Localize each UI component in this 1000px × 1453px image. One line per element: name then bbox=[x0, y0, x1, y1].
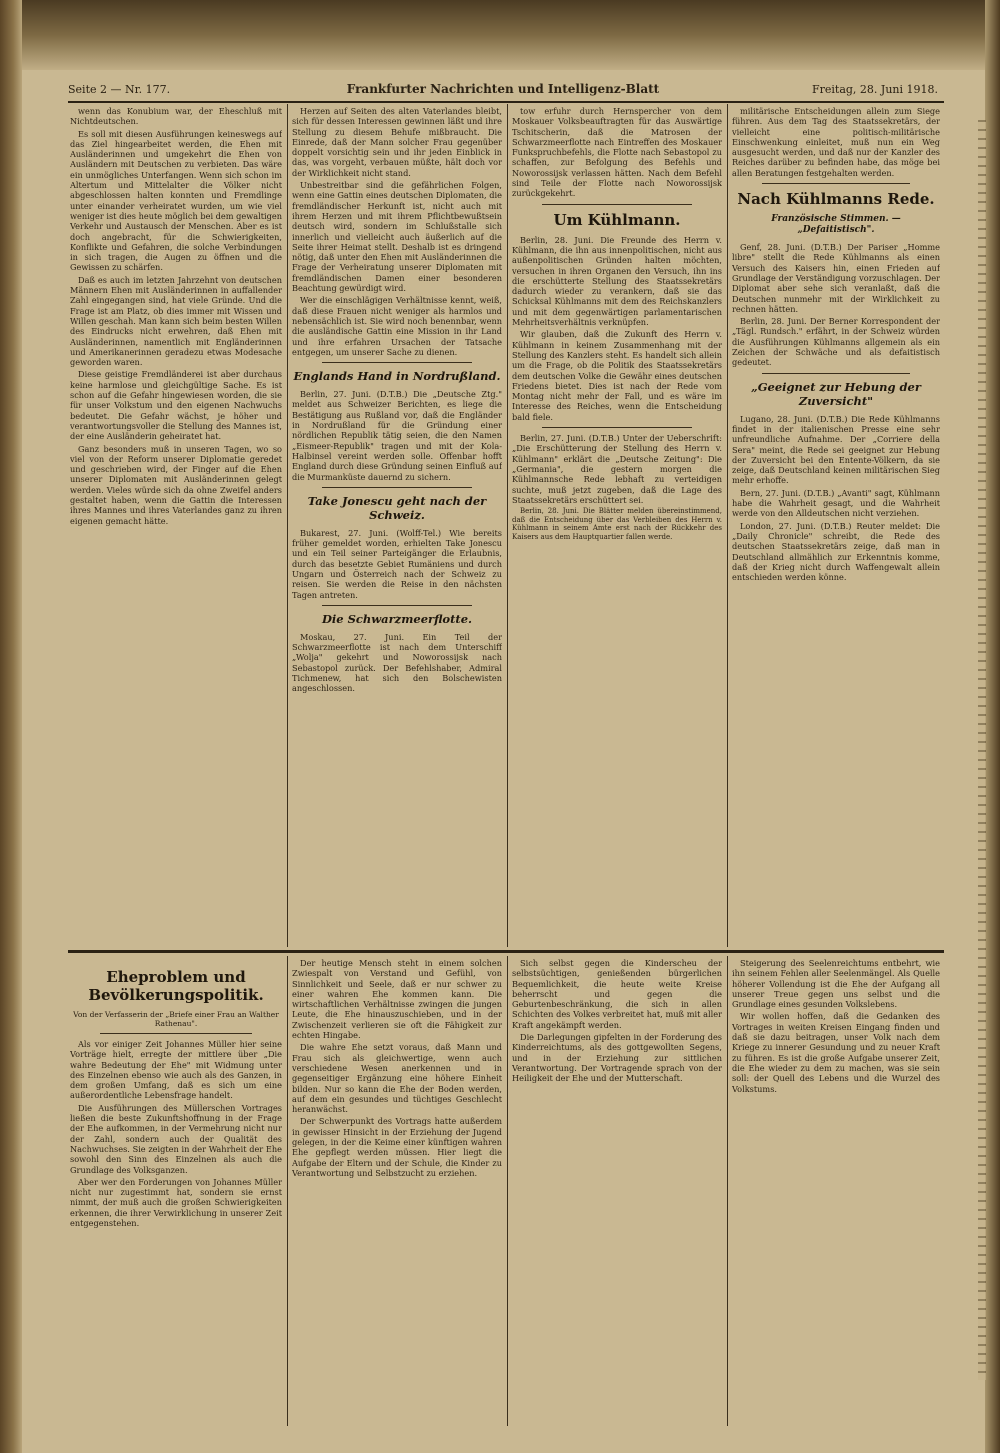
paragraph: Bern, 27. Juni. (D.T.B.) „Avanti" sagt, Kühlmann habe die Wahrheit gesagt, und die Wahrheit werde von den Alldeutschen nicht verziehen. bbox=[732, 487, 940, 519]
paragraph: Bukarest, 27. Juni. (Wolff-Tel.) Wie bereits früher gemeldet worden, erhielten Take Jonescu und ein Teil seiner Parteigänger die Erlaubnis, durch das besetzte Gebiet Rumäniens und durch Ungarn und Österreich nach der Schweiz zu reisen. Sie werden die Reise in den nächsten Tagen antreten. bbox=[292, 527, 502, 600]
book-spine bbox=[0, 0, 22, 1453]
scan-shadow bbox=[22, 0, 985, 70]
column-rule bbox=[727, 104, 728, 947]
paragraph: wenn das Konubium war, der Eheschluß mit Nichtdeutschen. bbox=[70, 106, 282, 127]
essay-column-2 bbox=[292, 958, 502, 1424]
page-number: Seite 2 — Nr. 177. bbox=[68, 82, 171, 96]
section-rule bbox=[68, 950, 944, 953]
paragraph: Der heutige Mensch steht in einem solchen Zwiespalt von Verstand und Gefühl, von Sinnlichkeit und Seele, daß er nur schwer zu einer wahren Ehe kommen kann. Die wirtschaftlichen Verhältnisse zwingen die jungen Leute, die Ehe hinauszuschieben, und in der Zwischenzeit verlieren sie oft die Fähigkeit zur echten Hingabe. bbox=[292, 958, 502, 1041]
column-rule bbox=[287, 104, 288, 947]
paragraph: Diese geistige Fremdländerei ist aber durchaus keine harmlose und gleichgültige Sache. Es ist schon auf die Gefahr hingewiesen worden, die sie für unser Volkstum und den eigenen Nachwuchs bedeutet. Die Gefahr wächst, je höher und verantwortungsvoller die Stellung des Mannes ist, der eine Ausländerin geheiratet hat. bbox=[70, 369, 282, 442]
article-headline: Englands Hand in Nordrußland. bbox=[293, 369, 501, 384]
essay-byline: Von der Verfasserin der „Briefe einer Frau an Walther Rathenau". bbox=[73, 1010, 279, 1028]
header-rule bbox=[68, 101, 944, 103]
divider bbox=[322, 487, 472, 488]
divider bbox=[322, 605, 472, 606]
paragraph: Berlin, 28. Juni. Der Berner Korrespondent der „Tägl. Rundsch." erfährt, in der Schweiz würden die Ausführungen Kühlmanns allgemein als ein Zeichen der Schwäche und als defaitistisch gedeutet. bbox=[732, 316, 940, 368]
paragraph: tow erfuhr durch Hernspercher von dem Moskauer Volksbeauftragten für das Auswärtige Tschitscherin, daß die Matrosen der Schwarzmeerflotte nach Eintreffen des Moskauer Funkspruchbefehls, die Flotte nach Sebastopol zu schaffen, zur Befolgung des Befehls und Noworossijsk verlassen hätten. Nach dem Befehl sind Teile der Flotte nach Noworossijsk zurückgekehrt. bbox=[512, 106, 722, 199]
paragraph: Moskau, 27. Juni. Ein Teil der Schwarzmeerflotte ist nach dem Unterschiff „Wolja" gekehrt und Noworossijsk nach Sebastopol zurück. Der Befehlshaber, Admiral Tichmenew, hat sich den Bolschewisten angeschlossen. bbox=[292, 631, 502, 694]
column-4 bbox=[732, 106, 940, 946]
divider bbox=[100, 1033, 252, 1034]
paragraph: Wir glauben, daß die Zukunft des Herrn v. Kühlmann in keinem Zusammenhang mit der Stellung des Kanzlers steht. Es handelt sich allein um die Frage, ob die Politik des Staatssekretärs dem deutschen Volke die Gewähr eines deutschen Friedens bietet. Dies ist nach der Rede vom Montag nicht mehr der Fall, und es wäre im Interesse des Reiches, wenn die Entscheidung bald fiele. bbox=[512, 329, 722, 422]
paragraph: Aber wer den Forderungen von Johannes Müller nicht nur zugestimmt hat, sondern sie ernst nimmt, der muß auch die großen Schwierigkeiten erkennen, die ihrer Verwirklichung in unserer Zeit entgegenstehen. bbox=[70, 1176, 282, 1229]
essay-column-1 bbox=[70, 958, 282, 1424]
paragraph: Die Darlegungen gipfelten in der Forderung des Kinderreichtums, als des gottgewollten Segens, und in der Erziehung zur sittlichen Verantwortung. Der Vortragende sprach von der Heiligkeit der Ehe und der Mutterschaft. bbox=[512, 1032, 722, 1084]
paragraph: Berlin, 27. Juni. (D.T.B.) Unter der Ueberschrift: „Die Erschütterung der Stellung des Herrn v. Kühlmann" erklärt die „Deutsche Zeitung": Die „Germania", die gestern morgen die Kühlmannsche Rede lebhaft zu verteidigen suchte, muß jetzt zugeben, daß die Lage des Staatssekretärs erschüttert sei. bbox=[512, 433, 722, 505]
paragraph: Sich selbst gegen die Kinderscheu der selbstsüchtigen, genießenden bürgerlichen Bequemlichkeit, die heute weite Kreise beherrscht und gegen die Geburtenbeschränkung, die sich in allen Schichten des Volkes verbreitet hat, muß mit aller Kraft angekämpft werden. bbox=[512, 958, 722, 1030]
paragraph: Wir wollen hoffen, daß die Gedanken des Vortrages in weiten Kreisen Eingang finden und daß sie dazu beitragen, unser Volk nach dem Kriege zu innerer Gesundung und zu neuer Kraft zu führen. Es ist die große Aufgabe unserer Zeit, die Ehe wieder zu dem zu machen, was sie sein soll: der Quell des Lebens und die Wurzel des Volkstums. bbox=[732, 1011, 940, 1094]
newspaper-title: Frankfurter Nachrichten und Intelligenz-Blatt bbox=[346, 82, 660, 96]
paragraph: Unbestreitbar sind die gefährlichen Folgen, wenn eine Gattin eines deutschen Diplomaten, die fremdländischer Herkunft ist, nicht auch mit ihrem Herzen und mit ihrem Pflichtbewußtsein deutsch wird, sondern im Schlußstalle sich innerlich und vielleicht auch äußerlich auf die Seite ihrer Heimat stellt. Deshalb ist es dringend nötig, daß unter den Ehen mit Ausländerinnen die Frage der Verheiratung unserer Diplomaten mit fremdländischen Damen einer besonderen Beachtung gewürdigt wird. bbox=[292, 180, 502, 294]
article-headline: „Geeignet zur Hebung der Zuversicht" bbox=[751, 379, 921, 408]
divider bbox=[322, 362, 472, 363]
paragraph: Genf, 28. Juni. (D.T.B.) Der Pariser „Homme libre" stellt die Rede Kühlmanns als einen Versuch des Kaisers hin, einen Frieden auf Grundlage der Verständigung vorzuschlagen. Der Diplomat aber sehe sich veranlaßt, daß die Deutschen nunmehr mit der Wirklichkeit zu rechnen hätten. bbox=[732, 242, 940, 314]
column-3 bbox=[512, 106, 722, 946]
paragraph: Ganz besonders muß in unseren Tagen, wo so viel von der Reform unserer Diplomatie geredet und geschrieben wird, der Finger auf die Ehen unserer Diplomaten mit Ausländerinnen gelegt werden. Vieles würde sich da ohne Zweifel anders gestaltet haben, wenn die Gattin die Interessen ihres Mannes und ihres Vaterlandes ganz zu ihren eigenen gemacht hätte. bbox=[70, 443, 282, 526]
divider bbox=[762, 183, 910, 184]
paragraph: Berlin, 28. Juni. Die Freunde des Herrn v. Kühlmann, die ihn aus innenpolitischen, nicht aus außenpolitischen Gründen halten möchten, versuchen in ihren Organen den Versuch, ihn ins die erschütterte Stellung des Staatssekretärs dadurch wieder zu verankern, daß sie das Schicksal Kühlmanns mit dem des Reichskanzlers und mit dem gegenwärtigen parlamentarischen Mehrheitsverhältnis verknüpfen. bbox=[512, 234, 722, 328]
article-headline: Die Schwarzmeerflotte. bbox=[321, 611, 473, 626]
divider bbox=[762, 373, 910, 374]
essay-title: Eheproblem und Bevölkerungspolitik. bbox=[88, 968, 264, 1004]
paragraph: Lugano, 28. Juni. (D.T.B.) Die Rede Kühlmanns findet in der italienischen Presse eine sehr unfreundliche Aufnahme. Der „Corriere della Sera" meint, die Rede sei geeignet zur Hebung der Zuversicht bei den Entente-Völkern, da sie zeige, daß Deutschland keinen militärischen Sieg mehr erhoffe. bbox=[732, 413, 940, 486]
issue-date: Freitag, 28. Juni 1918. bbox=[811, 82, 938, 96]
essay-column-3 bbox=[512, 958, 722, 1424]
column-2 bbox=[292, 106, 502, 946]
paragraph: London, 27. Juni. (D.T.B.) Reuter meldet: Die „Daily Chronicle" schreibt, die Rede des deutschen Staatssekretärs zeige, daß man in Deutschland allmählich zur Erkenntnis komme, daß der Krieg nicht durch Waffengewalt allein entschieden werden könne. bbox=[732, 520, 940, 583]
article-subheadline: Französische Stimmen. — „Defaitistisch". bbox=[771, 214, 901, 236]
column-rule bbox=[287, 956, 288, 1426]
article-headline: Nach Kühlmanns Rede. bbox=[737, 190, 935, 209]
divider bbox=[542, 427, 692, 428]
page-header bbox=[68, 78, 938, 100]
paragraph: Es soll mit diesen Ausführungen keineswegs auf das Ziel hingearbeitet werden, die Ehen mit Ausländerinnen und umgekehrt die Ehen von Ausländern mit Deutschen zu verbieten. Das wäre ein unmögliches Unterfangen. Wenn sich schon im Altertum und Mittelalter die Völker nicht abgeschlossen halten konnten und Fremdlinge unter einander verheiratet wurden, um wie viel weniger ist dies heute möglich bei dem gewaltigen Verkehr und Austausch der Menschen. Aber es ist doch angebracht, für die Schwierigkeiten, Konflikte und Gefahren, die solche Verbindungen in sich tragen, die Augen zu öffnen und die Gewissen zu schärfen. bbox=[70, 128, 282, 273]
paragraph: Steigerung des Seelenreichtums entbehrt, wie ihn seinem Fehlen aller Seelenmängel. Als Quelle höherer Vollendung ist die Ehe der Aufgang all unserer Treue gegen uns selbst und die Grundlage eines gesunden Volkslebens. bbox=[732, 958, 940, 1010]
column-rule bbox=[507, 956, 508, 1426]
column-rule bbox=[727, 956, 728, 1426]
column-1 bbox=[70, 106, 282, 946]
paragraph: Die wahre Ehe setzt voraus, daß Mann und Frau sich als gleichwertige, wenn auch verschiedene Wesen anerkennen und in gegenseitiger Ergänzung eine höhere Einheit bilden. Nur so kann die Ehe der Boden werden, auf dem ein gesundes und tüchtiges Geschlecht heranwächst. bbox=[292, 1042, 502, 1115]
paragraph: Als vor einiger Zeit Johannes Müller hier seine Vorträge hielt, erregte der mittlere über „Die wahre Bedeutung der Ehe" mit Widmung unter des Einzelnen ebenso wie auch als des Ganzen, in dem großen Umfang, daß es sich um eine außerordentliche Lebensfrage handelt. bbox=[70, 1039, 282, 1101]
paragraph: Berlin, 28. Juni. Die Blätter melden übereinstimmend, daß die Entscheidung über das Verbleiben des Herrn v. Kühlmann in seinem Amte erst nach der Rückkehr des Kaisers aus dem Hauptquartier fallen werde. bbox=[512, 507, 722, 541]
next-page-text-fragment bbox=[978, 120, 986, 1380]
column-rule bbox=[507, 104, 508, 947]
page-edge bbox=[985, 0, 1000, 1453]
paragraph: Wer die einschlägigen Verhältnisse kennt, weiß, daß diese Frauen nicht weniger als harmlos und nebensächlich ist. Sie wird noch benennbar, wenn die ausländische Gattin eine Mission in ihr Land und ihre erfahren Ursachen der Tatsache entgegen, um unserer Sache zu dienen. bbox=[292, 295, 502, 357]
paragraph: Berlin, 27. Juni. (D.T.B.) Die „Deutsche Ztg." meldet aus Schweizer Berichten, es liege die Bestätigung aus Rußland vor, daß die Engländer in Nordrußland für die Gründung einer nördlichen Republik tätig seien, die den Namen „Eismeer-Republik" tragen und mit der Kola-Halbinsel vereint werden solle. Offenbar hofft England durch diese Gründung seinen Einfluß auf die Murmanküste dauernd zu sichern. bbox=[292, 389, 502, 482]
paragraph: Herzen auf Seiten des alten Vaterlandes bleibt, sich für dessen Interessen gewinnen läßt und ihre Stellung zu diesem Behufe mißbraucht. Die Einrede, daß der Mann solcher Frau gegenüber doppelt vorsichtig sein und ihr jeden Einblick in das, was vorgeht, verbauen müßte, hält doch vor der Wirklichkeit nicht stand. bbox=[292, 106, 502, 178]
essay-column-4 bbox=[732, 958, 940, 1424]
paragraph: Die Ausführungen des Müllerschen Vortrages ließen die beste Zukunftshoffnung in der Frage der Ehe aufkommen, in der Vermehrung nicht nur der Zahl, sondern auch der Qualität des Nachwuchses. Sie zeigten in der Wahrheit der Ehe sowohl den Sinn des Einzelnen als auch die Grundlage des Volksganzen. bbox=[70, 1102, 282, 1175]
article-headline: Um Kühlmann. bbox=[553, 210, 681, 229]
paragraph: Daß es auch im letzten Jahrzehnt von deutschen Männern Ehen mit Ausländerinnen in auffallender Zahl eingegangen sind, hat viele Gründe. Und die Frage ist am Platz, ob dies immer mit Wissen und Willen geschah. Man kann sich beim besten Willen des Eindrucks nicht erwehren, daß Ehen mit Ausländerinnen, namentlich mit Engländerinnen und Amerikanerinnen geradezu etwas Modesache geworden waren. bbox=[70, 274, 282, 368]
divider bbox=[542, 204, 692, 205]
article-headline: Take Jonescu geht nach der Schweiz. bbox=[307, 493, 487, 522]
paragraph: militärische Entscheidungen allein zum Siege führen. Aus dem Tag des Staatssekretärs, der vielleicht eine politisch-militärische Einschwenkung einleitet, muß nun ein Weg ausgesucht werden, und daß nur der Kanzler des Reiches darüber zu befinden habe, das möge bei allen Beratungen festgehalten werden. bbox=[732, 106, 940, 178]
paragraph: Der Schwerpunkt des Vortrags hatte außerdem in gewisser Hinsicht in der Erziehung der Jugend gelegen, in der die Keime einer künftigen wahren Ehe gepflegt werden müssen. Hier liegt die Aufgabe der Eltern und der Schule, die Kinder zu Verantwortung und Selbstzucht zu erziehen. bbox=[292, 1116, 502, 1178]
